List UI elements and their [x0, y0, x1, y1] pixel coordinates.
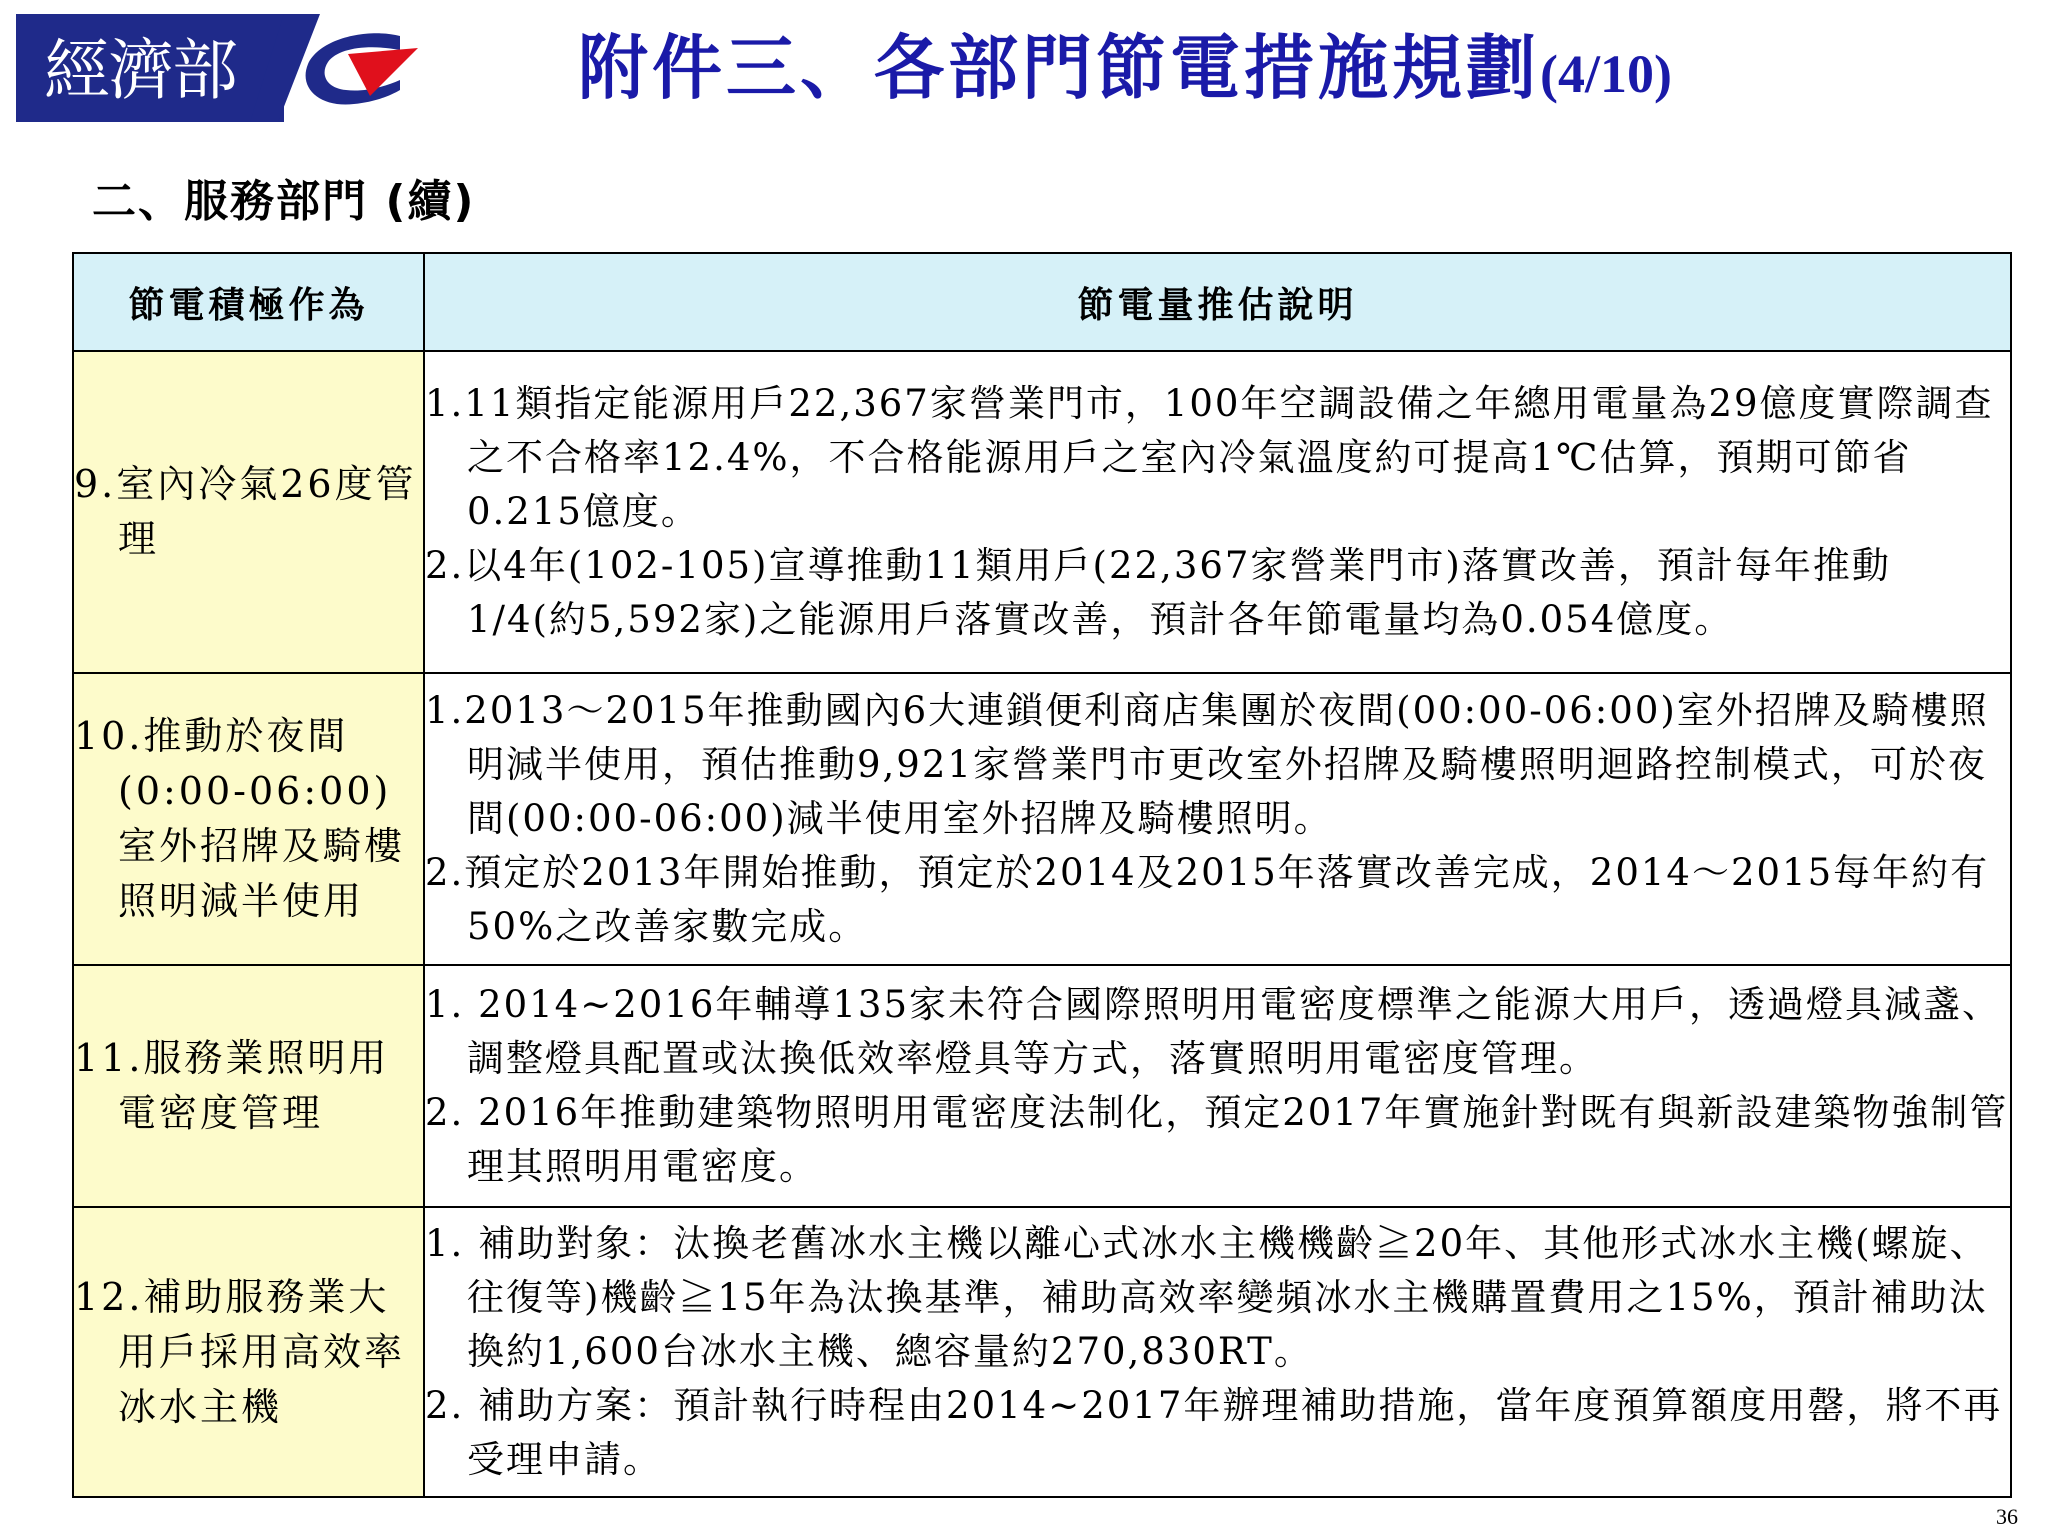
ministry-emblem-icon [250, 14, 430, 122]
page-title [578, 27, 1672, 109]
action-label: 9.室內冷氣26度管理 [74, 462, 417, 561]
action-label: 12.補助服務業大用戶採用高效率冰水主機 [74, 1274, 406, 1429]
section-title: 二、服務部門 (續) [92, 176, 476, 227]
description-cell [424, 1207, 2011, 1497]
description-cell [424, 965, 2011, 1207]
description-item: 1. 2014~2016年輔導135家未符合國際照明用電密度標準之能源大用戶，透過燈具減盞、調整燈具配置或汰換低效率燈具等方式，落實照明用電密度管理。 [425, 983, 2002, 1080]
description-cell [424, 673, 2011, 965]
action-cell [73, 965, 424, 1207]
measures-table [72, 252, 2012, 1498]
description-item: 2. 2016年推動建築物照明用電密度法制化，預定2017年實施針對既有與新設建築物強制管理其照明用電密度。 [425, 1091, 2009, 1188]
title-suffix: (4/10) [1540, 44, 1672, 104]
header-actions: 節電積極作為 [73, 253, 424, 351]
description-item: 1.11類指定能源用戶22,367家營業門市，100年空調設備之年總用電量為29億度實際調查之不合格率12.4%，不合格能源用戶之室內冷氣溫度約可提高1℃估算，預期可節省0.215億度。 [425, 382, 1994, 533]
table-header-row [73, 253, 2011, 351]
description-item: 2.以4年(102-105)宣導推動11類用戶(22,367家營業門市)落實改善，預計每年推動1/4(約5,592家)之能源用戶落實改善，預計各年節電量均為0.054億度。 [425, 544, 1891, 641]
description-cell [424, 351, 2011, 673]
description-item: 1.2013～2015年推動國內6大連鎖便利商店集團於夜間(00:00-06:00)室外招牌及騎樓照明減半使用，預估推動9,921家營業門市更改室外招牌及騎樓照明迴路控制模式，可於夜間(00:00-06:00)減半使用室外招牌及騎樓照明。 [425, 689, 1989, 840]
table-row [73, 351, 2011, 673]
logo-text: 經濟部 [44, 32, 236, 109]
description-item: 2. 補助方案：預計執行時程由2014~2017年辦理補助措施，當年度預算額度用罄，將不再受理申請。 [425, 1384, 2003, 1481]
title-main: 附件三、各部門節電措施規劃 [578, 27, 1540, 109]
page-number: 36 [1996, 1504, 2018, 1529]
action-cell [73, 351, 424, 673]
action-label: 11.服務業照明用電密度管理 [74, 1036, 390, 1135]
action-label: 10.推動於夜間(0:00-06:00)室外招牌及騎樓照明減半使用 [74, 714, 406, 923]
header-estimate: 節電量推估說明 [424, 253, 2011, 351]
action-cell [73, 673, 424, 965]
table-row [73, 965, 2011, 1207]
action-cell [73, 1207, 424, 1497]
table-row [73, 673, 2011, 965]
description-item: 1. 補助對象：汰換老舊冰水主機以離心式冰水主機機齡≧20年、其他形式冰水主機(螺旋、往復等)機齡≧15年為汰換基準，補助高效率變頻冰水主機購置費用之15%，預計補助汰換約1,600台冰水主機、總容量約270,830RT。 [425, 1222, 1989, 1373]
table-row [73, 1207, 2011, 1497]
ministry-logo [16, 14, 284, 122]
description-item: 2.預定於2013年開始推動，預定於2014及2015年落實改善完成，2014～2015每年約有50%之改善家數完成。 [425, 851, 1990, 948]
